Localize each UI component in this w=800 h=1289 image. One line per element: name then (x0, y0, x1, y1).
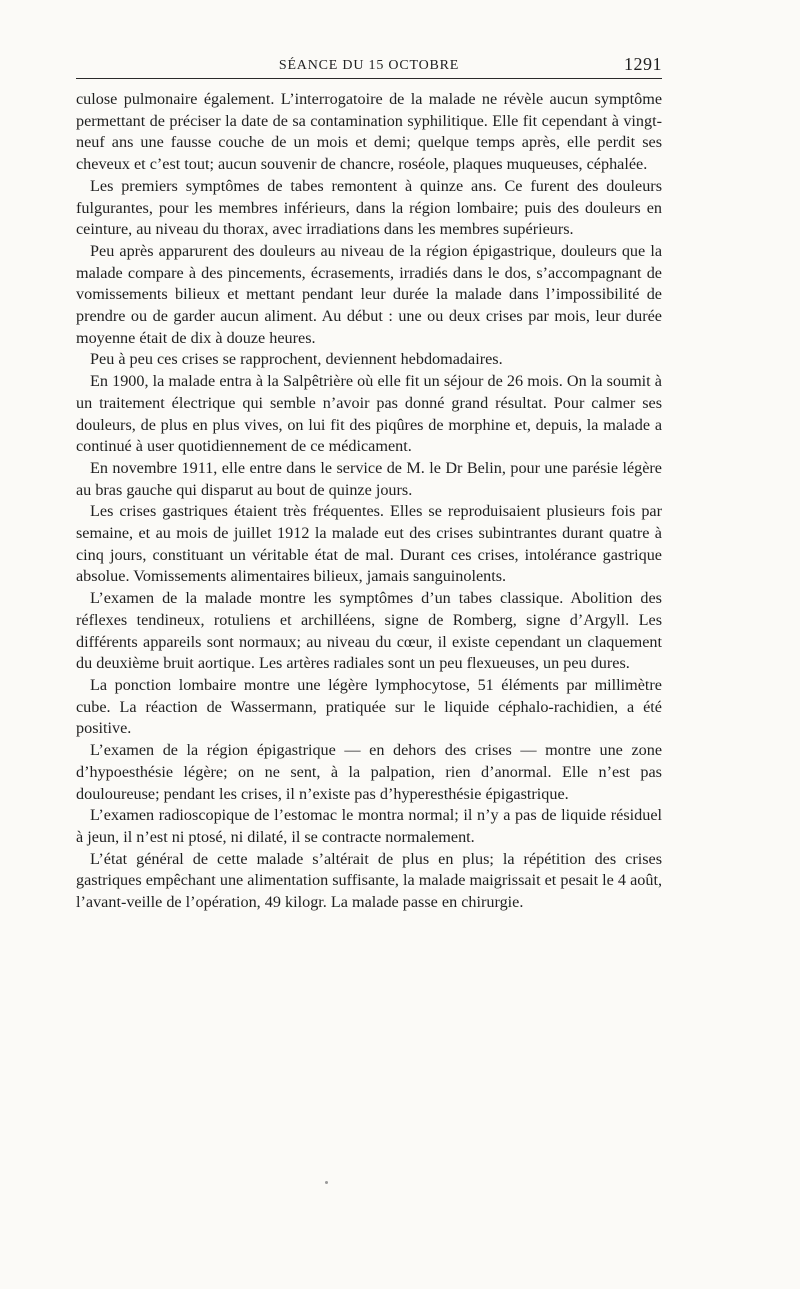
paragraph-12: L’état général de cette malade s’altérait de plus en plus; la répétition des crises gastriques empêchant une alimentation suffisante, la malade maigrissait et pesait le 4 août, l’avant-veille de l’opération, 49 kilogr. La malade passe en chirurgie. (76, 849, 662, 912)
paragraph-4: Peu à peu ces crises se rapprochent, deviennent hebdomadaires. (90, 350, 503, 369)
page-mark (325, 1181, 328, 1184)
running-title: SÉANCE DU 15 OCTOBRE (278, 58, 460, 73)
paragraph-11: L’examen radioscopique de l’estomac le montra normal; il n’y a pas de liquide résiduel à jeun, il n’est ni ptosé, ni dilaté, il se contracte normalement. (76, 806, 662, 846)
body-text (76, 89, 662, 914)
page (76, 52, 662, 914)
page-header (76, 52, 662, 79)
paragraph-10: L’examen de la région épigastrique — en dehors des crises — montre une zone d’hypoesthésie légère; on ne sent, à la palpation, rien d’anormal. Elle n’est pas douloureuse; pendant les crises, il n’existe pas d’hyperesthésie épigastrique. (76, 741, 662, 803)
paragraph-1: culose pulmonaire également. L’interrogatoire de la malade ne révèle aucun symptôme permettant de préciser la date de sa contamination syphilitique. Elle fit cependant à vingt-neuf ans une fausse couche de un mois et demi; quelque temps après, elle perdit ses cheveux et c’est tout; aucun souvenir de chancre, roséole, plaques muqueuses, céphalée. (76, 90, 662, 174)
paragraph-5: En 1900, la malade entra à la Salpêtrière où elle fit un séjour de 26 mois. On la soumit à un traitement électrique qui semble n’avoir pas donné grand résultat. Pour calmer ses douleurs, de plus en plus vives, on lui fit des piqûres de morphine et, depuis, la malade a continué à user quotidiennement de ce médicament. (76, 372, 662, 456)
paragraph-6: En novembre 1911, elle entre dans le service de M. le Dr Belin, pour une parésie légère au bras gauche qui disparut au bout de quinze jours. (76, 458, 662, 499)
paragraph-8: L’examen de la malade montre les symptômes d’un tabes classique. Abolition des réflexes tendineux, rotuliens et archilléens, signe de Romberg, signe d’Argyll. Les différents appareils sont normaux; au niveau du cœur, il existe cependant un claquement du deuxième bruit aortique. Les artères radiales sont un peu flexueuses, un peu dures. (76, 589, 662, 673)
paragraph-9: La ponction lombaire montre une légère lymphocytose, 51 éléments par millimètre cube. La réaction de Wassermann, pratiquée sur le liquide céphalo-rachidien, a été positive. (76, 675, 662, 738)
paragraph-2: Les premiers symptômes de tabes remontent à quinze ans. Ce furent des douleurs fulgurantes, pour les membres inférieurs, dans la région lombaire; puis des douleurs en ceinture, au niveau du thorax, avec irradiations dans les membres supérieurs. (76, 176, 662, 239)
paragraph-3: Peu après apparurent des douleurs au niveau de la région épigastrique, douleurs que la malade compare à des pincements, écrasements, irradiés dans le dos, s’accompagnant de vomissements bilieux et mettant pendant leur durée la malade dans l’impossibilité de prendre ou de garder aucun aliment. Au début : une ou deux crises par mois, leur durée moyenne était de dix à douze heures. (76, 241, 662, 347)
page-number: 1291 (624, 54, 662, 74)
paragraph-7: Les crises gastriques étaient très fréquentes. Elles se reproduisaient plusieurs fois par semaine, et au mois de juillet 1912 la malade eut des crises subintrantes durant quatre à cinq jours, constituant un véritable état de mal. Durant ces crises, intolérance gastrique absolue. Vomissements alimentaires bilieux, jamais sanguinolents. (76, 502, 662, 586)
